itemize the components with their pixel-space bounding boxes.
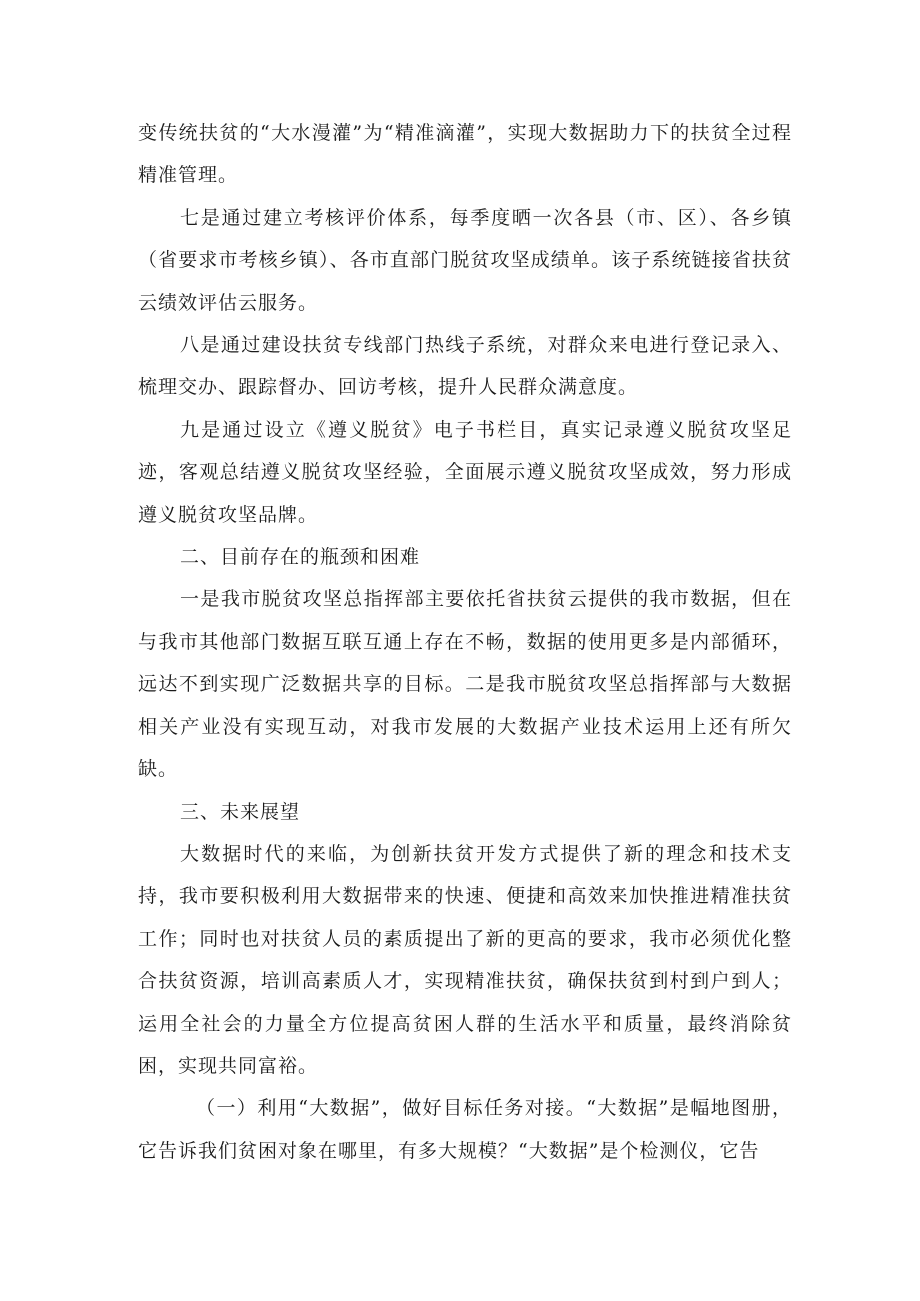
paragraph-item-8: 八是通过建设扶贫专线部门热线子系统，对群众来电进行登记录入、梳理交办、跟踪督办、回访考核，提升人民群众满意度。 <box>138 334 792 399</box>
paragraph-item-7: 七是通过建立考核评价体系，每季度晒一次各县（市、区）、各乡镇（省要求市考核乡镇）、各市直部门脱贫攻坚成绩单。该子系统链接省扶贫云绩效评估云服务。 <box>138 206 792 314</box>
paragraph-subsection-1: （一）利用“大数据”，做好目标任务对接。“大数据”是幅地图册，它告诉我们贫困对象在哪里，有多大规模？“大数据”是个检测仪，它告 <box>138 1097 792 1162</box>
paragraph-outlook: 大数据时代的来临，为创新扶贫开发方式提供了新的理念和技术支持，我市要积极利用大数据带来的快速、便捷和高效来加快推进精准扶贫工作；同时也对扶贫人员的素质提出了新的更高的要求，我市必须优化整合扶贫资源，培训高素质人才，实现精准扶贫，确保扶贫到村到户到人；运用全社会的力量全方位提高贫困人群的生活水平和质量，最终消除贫困，实现共同富裕。 <box>138 842 792 1077</box>
document-body <box>138 112 792 1172</box>
paragraph-item-9: 九是通过设立《遵义脱贫》电子书栏目，真实记录遵义脱贫攻坚足迹，客观总结遵义脱贫攻坚经验，全面展示遵义脱贫攻坚成效，努力形成遵义脱贫攻坚品牌。 <box>138 418 792 526</box>
paragraph-continuation: 变传统扶贫的“大水漫灌”为“精准滴灌”，实现大数据助力下的扶贫全过程精准管理。 <box>138 122 792 187</box>
section-heading-2: 二、目前存在的瓶颈和困难 <box>180 546 421 569</box>
section-heading-3: 三、未来展望 <box>180 800 301 823</box>
paragraph-bottlenecks: 一是我市脱贫攻坚总指挥部主要依托省扶贫云提供的我市数据，但在与我市其他部门数据互联互通上存在不畅，数据的使用更多是内部循环，远达不到实现广泛数据共享的目标。二是我市脱贫攻坚总指挥部与大数据相关产业没有实现互动，对我市发展的大数据产业技术运用上还有所欠缺。 <box>138 588 792 781</box>
